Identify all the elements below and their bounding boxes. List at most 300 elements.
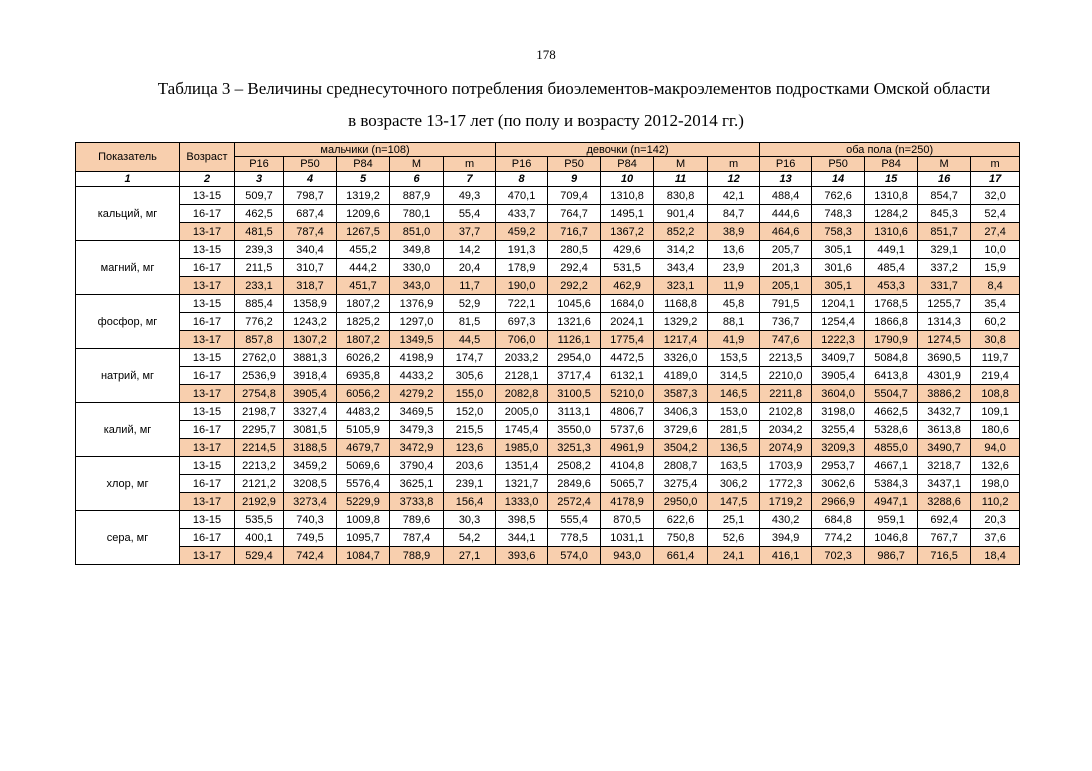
value-cell: 1307,2 [284,331,337,349]
value-cell: 788,9 [390,547,444,565]
column-number-cell: 7 [444,172,496,187]
value-cell: 3504,2 [654,439,708,457]
value-cell: 943,0 [601,547,654,565]
value-cell: 3690,5 [918,349,971,367]
value-cell: 239,3 [235,241,284,259]
value-cell: 27,1 [444,547,496,565]
value-cell: 20,4 [444,259,496,277]
value-cell: 88,1 [708,313,760,331]
value-cell: 94,0 [971,439,1020,457]
value-cell: 1126,1 [548,331,601,349]
value-cell: 305,6 [444,367,496,385]
value-cell: 709,4 [548,187,601,205]
value-cell: 1046,8 [865,529,918,547]
indicator-cell: магний, мг [76,241,180,295]
value-cell: 318,7 [284,277,337,295]
header-group-boys: мальчики (n=108) [235,143,496,157]
table-row [76,349,1020,367]
subheader-cell: M [390,157,444,172]
value-cell: 205,7 [760,241,812,259]
value-cell: 1985,0 [496,439,548,457]
value-cell: 180,6 [971,421,1020,439]
table-body [76,187,1020,565]
value-cell: 416,1 [760,547,812,565]
value-cell: 305,1 [812,241,865,259]
value-cell: 6056,2 [337,385,390,403]
value-cell: 3729,6 [654,421,708,439]
table-title-line-2: в возрасте 13-17 лет (по полу и возрасту 2012-2014 гг.) [348,111,744,130]
value-cell: 340,4 [284,241,337,259]
subheader-cell: P50 [548,157,601,172]
column-number-cell: 10 [601,172,654,187]
value-cell: 2762,0 [235,349,284,367]
age-cell: 13-17 [180,223,235,241]
value-cell: 1095,7 [337,529,390,547]
value-cell: 2508,2 [548,457,601,475]
value-cell: 23,9 [708,259,760,277]
value-cell: 3587,3 [654,385,708,403]
value-cell: 1310,8 [601,187,654,205]
column-number-cell: 2 [180,172,235,187]
age-cell: 16-17 [180,313,235,331]
subheader-cell: P16 [496,157,548,172]
value-cell: 1745,4 [496,421,548,439]
value-cell: 3198,0 [812,403,865,421]
value-cell: 203,6 [444,457,496,475]
indicator-cell: кальций, мг [76,187,180,241]
value-cell: 5328,6 [865,421,918,439]
value-cell: 155,0 [444,385,496,403]
value-cell: 3550,0 [548,421,601,439]
subheader-cell: M [918,157,971,172]
value-cell: 329,1 [918,241,971,259]
value-cell: 444,2 [337,259,390,277]
value-cell: 762,6 [812,187,865,205]
value-cell: 4855,0 [865,439,918,457]
value-cell: 6026,2 [337,349,390,367]
value-cell: 1495,1 [601,205,654,223]
data-table [75,142,1020,565]
value-cell: 330,0 [390,259,444,277]
value-cell: 4178,9 [601,493,654,511]
age-cell: 16-17 [180,421,235,439]
table-row [76,457,1020,475]
value-cell: 4679,7 [337,439,390,457]
value-cell: 5576,4 [337,475,390,493]
value-cell: 462,9 [601,277,654,295]
value-cell: 2082,8 [496,385,548,403]
value-cell: 702,3 [812,547,865,565]
value-cell: 301,6 [812,259,865,277]
value-cell: 764,7 [548,205,601,223]
value-cell: 323,1 [654,277,708,295]
table-row [76,313,1020,331]
value-cell: 851,7 [918,223,971,241]
value-cell: 292,2 [548,277,601,295]
subheader-cell: m [971,157,1020,172]
table-row [76,331,1020,349]
value-cell: 344,1 [496,529,548,547]
age-cell: 13-15 [180,295,235,313]
value-cell: 687,4 [284,205,337,223]
value-cell: 2214,5 [235,439,284,457]
value-cell: 55,4 [444,205,496,223]
value-cell: 887,9 [390,187,444,205]
value-cell: 3062,6 [812,475,865,493]
value-cell: 11,9 [708,277,760,295]
value-cell: 1314,3 [918,313,971,331]
indicator-cell: калий, мг [76,403,180,457]
value-cell: 123,6 [444,439,496,457]
column-number-cell: 4 [284,172,337,187]
value-cell: 60,2 [971,313,1020,331]
value-cell: 201,3 [760,259,812,277]
value-cell: 153,0 [708,403,760,421]
value-cell: 3218,7 [918,457,971,475]
value-cell: 455,2 [337,241,390,259]
value-cell: 3437,1 [918,475,971,493]
column-number-cell: 13 [760,172,812,187]
value-cell: 163,5 [708,457,760,475]
value-cell: 215,5 [444,421,496,439]
value-cell: 3459,2 [284,457,337,475]
value-cell: 1319,2 [337,187,390,205]
value-cell: 1768,5 [865,295,918,313]
value-cell: 4189,0 [654,367,708,385]
table-row [76,277,1020,295]
value-cell: 529,4 [235,547,284,565]
value-cell: 787,4 [390,529,444,547]
value-cell: 331,7 [918,277,971,295]
value-cell: 870,5 [601,511,654,529]
value-cell: 4472,5 [601,349,654,367]
value-cell: 1255,7 [918,295,971,313]
table-title-line-1: Таблица 3 – Величины среднесуточного потребления биоэлементов-макроэлементов подростками Омской области [157,79,991,98]
value-cell: 661,4 [654,547,708,565]
value-cell: 622,6 [654,511,708,529]
table-row [76,295,1020,313]
value-cell: 5065,7 [601,475,654,493]
value-cell: 211,5 [235,259,284,277]
value-cell: 429,6 [601,241,654,259]
value-cell: 1807,2 [337,295,390,313]
indicator-cell: сера, мг [76,511,180,565]
value-cell: 3209,3 [812,439,865,457]
value-cell: 509,7 [235,187,284,205]
subheader-cell: M [654,157,708,172]
column-number-row [76,172,1020,187]
age-cell: 13-17 [180,331,235,349]
header-group-girls: девочки (n=142) [496,143,760,157]
value-cell: 901,4 [654,205,708,223]
value-cell: 25,1 [708,511,760,529]
subheader-cell: P84 [865,157,918,172]
subheader-cell: m [444,157,496,172]
value-cell: 885,4 [235,295,284,313]
value-cell: 109,1 [971,403,1020,421]
value-cell: 4961,9 [601,439,654,457]
table-row [76,241,1020,259]
value-cell: 4806,7 [601,403,654,421]
age-cell: 16-17 [180,259,235,277]
value-cell: 191,3 [496,241,548,259]
table-row [76,367,1020,385]
value-cell: 1719,2 [760,493,812,511]
table-row [76,205,1020,223]
value-cell: 146,5 [708,385,760,403]
value-cell: 3255,4 [812,421,865,439]
value-cell: 2033,2 [496,349,548,367]
value-cell: 3406,3 [654,403,708,421]
value-cell: 1866,8 [865,313,918,331]
value-cell: 2966,9 [812,493,865,511]
value-cell: 400,1 [235,529,284,547]
value-cell: 2808,7 [654,457,708,475]
column-number-cell: 9 [548,172,601,187]
value-cell: 2211,8 [760,385,812,403]
value-cell: 18,4 [971,547,1020,565]
value-cell: 306,2 [708,475,760,493]
value-cell: 684,8 [812,511,865,529]
column-number-cell: 15 [865,172,918,187]
value-cell: 1333,0 [496,493,548,511]
value-cell: 692,4 [918,511,971,529]
value-cell: 32,0 [971,187,1020,205]
age-cell: 16-17 [180,529,235,547]
value-cell: 740,3 [284,511,337,529]
value-cell: 49,3 [444,187,496,205]
value-cell: 1349,5 [390,331,444,349]
value-cell: 531,5 [601,259,654,277]
value-cell: 37,6 [971,529,1020,547]
value-cell: 1045,6 [548,295,601,313]
value-cell: 5069,6 [337,457,390,475]
value-cell: 3432,7 [918,403,971,421]
value-cell: 37,7 [444,223,496,241]
value-cell: 748,3 [812,205,865,223]
value-cell: 343,4 [654,259,708,277]
value-cell: 205,1 [760,277,812,295]
value-cell: 798,7 [284,187,337,205]
value-cell: 1274,5 [918,331,971,349]
value-cell: 2213,2 [235,457,284,475]
value-cell: 4104,8 [601,457,654,475]
value-cell: 3479,3 [390,421,444,439]
value-cell: 774,2 [812,529,865,547]
value-cell: 198,0 [971,475,1020,493]
value-cell: 219,4 [971,367,1020,385]
value-cell: 38,9 [708,223,760,241]
value-cell: 15,9 [971,259,1020,277]
value-cell: 5229,9 [337,493,390,511]
value-cell: 3288,6 [918,493,971,511]
value-cell: 6413,8 [865,367,918,385]
value-cell: 35,4 [971,295,1020,313]
value-cell: 1790,9 [865,331,918,349]
value-cell: 3881,3 [284,349,337,367]
value-cell: 3905,4 [812,367,865,385]
value-cell: 136,5 [708,439,760,457]
value-cell: 1297,0 [390,313,444,331]
value-cell: 488,4 [760,187,812,205]
value-cell: 464,6 [760,223,812,241]
subheader-cell: P16 [760,157,812,172]
age-cell: 13-17 [180,439,235,457]
value-cell: 2005,0 [496,403,548,421]
indicator-cell: натрий, мг [76,349,180,403]
value-cell: 3188,5 [284,439,337,457]
value-cell: 11,7 [444,277,496,295]
value-cell: 3733,8 [390,493,444,511]
value-cell: 433,7 [496,205,548,223]
age-cell: 13-15 [180,511,235,529]
value-cell: 2198,7 [235,403,284,421]
value-cell: 3918,4 [284,367,337,385]
value-cell: 787,4 [284,223,337,241]
age-cell: 13-17 [180,385,235,403]
value-cell: 767,7 [918,529,971,547]
value-cell: 1376,9 [390,295,444,313]
value-cell: 2849,6 [548,475,601,493]
subheader-cell: P84 [337,157,390,172]
value-cell: 3790,4 [390,457,444,475]
age-cell: 13-15 [180,187,235,205]
value-cell: 485,4 [865,259,918,277]
age-cell: 13-15 [180,349,235,367]
value-cell: 444,6 [760,205,812,223]
value-cell: 481,5 [235,223,284,241]
value-cell: 54,2 [444,529,496,547]
table-row [76,529,1020,547]
value-cell: 393,6 [496,547,548,565]
value-cell: 4301,9 [918,367,971,385]
value-cell: 84,7 [708,205,760,223]
value-cell: 281,5 [708,421,760,439]
value-cell: 852,2 [654,223,708,241]
header-group-both: оба пола (n=250) [760,143,1020,157]
column-number-cell: 17 [971,172,1020,187]
value-cell: 119,7 [971,349,1020,367]
value-cell: 152,0 [444,403,496,421]
value-cell: 851,0 [390,223,444,241]
value-cell: 6132,1 [601,367,654,385]
value-cell: 314,5 [708,367,760,385]
value-cell: 5105,9 [337,421,390,439]
value-cell: 857,8 [235,331,284,349]
value-cell: 30,3 [444,511,496,529]
value-cell: 5737,6 [601,421,654,439]
value-cell: 1367,2 [601,223,654,241]
value-cell: 190,0 [496,277,548,295]
table-row [76,493,1020,511]
value-cell: 742,4 [284,547,337,565]
value-cell: 2536,9 [235,367,284,385]
age-cell: 16-17 [180,367,235,385]
age-cell: 13-17 [180,277,235,295]
value-cell: 4279,2 [390,385,444,403]
value-cell: 830,8 [654,187,708,205]
subheader-cell: P16 [235,157,284,172]
value-cell: 453,3 [865,277,918,295]
value-cell: 239,1 [444,475,496,493]
value-cell: 3490,7 [918,439,971,457]
value-cell: 4947,1 [865,493,918,511]
value-cell: 2572,4 [548,493,601,511]
table-row [76,439,1020,457]
value-cell: 697,3 [496,313,548,331]
value-cell: 1009,8 [337,511,390,529]
column-number-cell: 1 [76,172,180,187]
value-cell: 791,5 [760,295,812,313]
value-cell: 462,5 [235,205,284,223]
value-cell: 2295,7 [235,421,284,439]
value-cell: 2192,9 [235,493,284,511]
value-cell: 4433,2 [390,367,444,385]
value-cell: 758,3 [812,223,865,241]
table-row [76,259,1020,277]
value-cell: 574,0 [548,547,601,565]
value-cell: 4483,2 [337,403,390,421]
age-cell: 13-15 [180,457,235,475]
value-cell: 535,5 [235,511,284,529]
value-cell: 5504,7 [865,385,918,403]
value-cell: 749,5 [284,529,337,547]
column-number-cell: 3 [235,172,284,187]
value-cell: 1168,8 [654,295,708,313]
value-cell: 13,6 [708,241,760,259]
value-cell: 292,4 [548,259,601,277]
value-cell: 430,2 [760,511,812,529]
value-cell: 314,2 [654,241,708,259]
value-cell: 3113,1 [548,403,601,421]
value-cell: 14,2 [444,241,496,259]
value-cell: 3886,2 [918,385,971,403]
value-cell: 52,9 [444,295,496,313]
value-cell: 42,1 [708,187,760,205]
table-row [76,475,1020,493]
value-cell: 1358,9 [284,295,337,313]
value-cell: 750,8 [654,529,708,547]
page-number: 178 [536,47,556,62]
value-cell: 2213,5 [760,349,812,367]
value-cell: 1329,2 [654,313,708,331]
value-cell: 3273,4 [284,493,337,511]
value-cell: 2121,2 [235,475,284,493]
value-cell: 52,4 [971,205,1020,223]
value-cell: 153,5 [708,349,760,367]
value-cell: 3326,0 [654,349,708,367]
value-cell: 1254,4 [812,313,865,331]
value-cell: 394,9 [760,529,812,547]
value-cell: 3472,9 [390,439,444,457]
value-cell: 3251,3 [548,439,601,457]
value-cell: 451,7 [337,277,390,295]
value-cell: 41,9 [708,331,760,349]
value-cell: 398,5 [496,511,548,529]
age-cell: 13-15 [180,241,235,259]
value-cell: 778,5 [548,529,601,547]
subheader-cell: P50 [812,157,865,172]
value-cell: 1310,6 [865,223,918,241]
value-cell: 1351,4 [496,457,548,475]
table-row [76,223,1020,241]
value-cell: 8,4 [971,277,1020,295]
value-cell: 1204,1 [812,295,865,313]
header-age: Возраст [180,143,235,172]
value-cell: 2210,0 [760,367,812,385]
value-cell: 5084,8 [865,349,918,367]
value-cell: 780,1 [390,205,444,223]
